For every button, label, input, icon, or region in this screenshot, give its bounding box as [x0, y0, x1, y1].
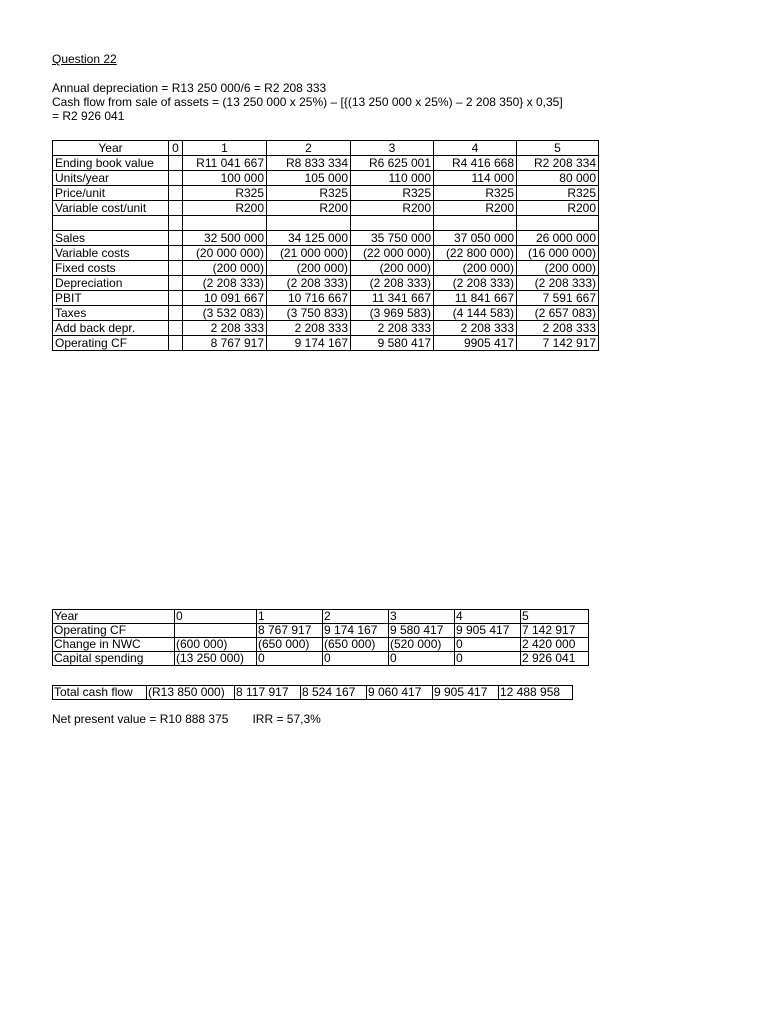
table-cell: 4 — [434, 141, 517, 156]
table-cell: 9905 417 — [434, 336, 517, 351]
table-row — [53, 246, 599, 261]
table-cell — [169, 186, 183, 201]
table-cell: R325 — [183, 186, 267, 201]
table-cell: 5 — [521, 610, 589, 624]
table-cell: (2 208 333) — [267, 276, 351, 291]
table-cell: 2 — [267, 141, 351, 156]
table-cell: R200 — [183, 201, 267, 216]
table-cell: (520 000) — [389, 638, 455, 652]
table-cell: 0 — [455, 652, 521, 666]
table-cell: 8 767 917 — [257, 624, 323, 638]
table-cell: 100 000 — [183, 171, 267, 186]
table-cell: 9 174 167 — [323, 624, 389, 638]
table-cell: (22 000 000) — [351, 246, 434, 261]
table-cell — [53, 216, 169, 231]
table-row — [53, 652, 589, 666]
table-cell: Year — [53, 610, 175, 624]
table-cell: PBIT — [53, 291, 169, 306]
table-cell: (200 000) — [183, 261, 267, 276]
table-cell: Year — [53, 141, 169, 156]
depreciation-line: Annual depreciation = R13 250 000/6 = R2 208 333 — [52, 81, 327, 95]
table-row — [53, 171, 599, 186]
table-cell: 12 488 958 — [499, 686, 573, 700]
table-cell: R8 833 334 — [267, 156, 351, 171]
table-cell: 7 591 667 — [517, 291, 599, 306]
table-cell: (21 000 000) — [267, 246, 351, 261]
table-cell: 105 000 — [267, 171, 351, 186]
table-cell: (2 657 083) — [517, 306, 599, 321]
table-cell: (16 000 000) — [517, 246, 599, 261]
table-cell: Depreciation — [53, 276, 169, 291]
table-cell: R200 — [267, 201, 351, 216]
table-cell — [169, 261, 183, 276]
table-cell — [169, 306, 183, 321]
table-cell: Ending book value — [53, 156, 169, 171]
table-row — [53, 201, 599, 216]
table-cell: 11 341 667 — [351, 291, 434, 306]
table-cell — [183, 216, 267, 231]
table-cell: 37 050 000 — [434, 231, 517, 246]
table-cell: R2 208 334 — [517, 156, 599, 171]
table-row — [53, 231, 599, 246]
table-cell: Operating CF — [53, 336, 169, 351]
table-row — [53, 261, 599, 276]
table-row — [53, 186, 599, 201]
table-cell: R325 — [434, 186, 517, 201]
table-cell: (200 000) — [267, 261, 351, 276]
table-cell — [175, 624, 257, 638]
table-row — [53, 686, 573, 700]
table-cell — [267, 216, 351, 231]
table-cell: Operating CF — [53, 624, 175, 638]
table-cell — [169, 291, 183, 306]
question-title: Question 22 — [52, 52, 117, 66]
table-cell: (3 532 083) — [183, 306, 267, 321]
project-cashflow-table — [52, 609, 589, 666]
table-cell — [169, 231, 183, 246]
table-cell: 0 — [389, 652, 455, 666]
table-cell: 9 905 417 — [455, 624, 521, 638]
table-cell: 35 750 000 — [351, 231, 434, 246]
table-cell: 5 — [517, 141, 599, 156]
npv-irr-summary — [52, 712, 321, 726]
table-cell: 3 — [351, 141, 434, 156]
table-cell: 9 905 417 — [433, 686, 499, 700]
table-cell: (4 144 583) — [434, 306, 517, 321]
table-row — [53, 276, 599, 291]
table-cell — [169, 246, 183, 261]
sale-cashflow-result: = R2 926 041 — [52, 109, 125, 123]
total-cashflow-table — [52, 685, 573, 700]
table-cell: 2 208 333 — [183, 321, 267, 336]
table-cell: (600 000) — [175, 638, 257, 652]
table-cell: 8 767 917 — [183, 336, 267, 351]
table-cell: 0 — [323, 652, 389, 666]
table-cell: R6 625 001 — [351, 156, 434, 171]
table-cell: Change in NWC — [53, 638, 175, 652]
table-cell: 2 — [323, 610, 389, 624]
table-cell: 8 524 167 — [301, 686, 367, 700]
table-row — [53, 638, 589, 652]
sale-cashflow-line: Cash flow from sale of assets = (13 250 000 x 25%) – [{(13 250 000 x 25%) – 2 208 350} x 0,35] — [52, 95, 563, 109]
table-cell: 1 — [257, 610, 323, 624]
table-cell: 110 000 — [351, 171, 434, 186]
table-cell: (200 000) — [434, 261, 517, 276]
table-cell: (2 208 333) — [434, 276, 517, 291]
table-cell: 11 841 667 — [434, 291, 517, 306]
table-cell: 2 208 333 — [434, 321, 517, 336]
table-cell — [169, 216, 183, 231]
table-cell: (200 000) — [351, 261, 434, 276]
table-cell: 4 — [455, 610, 521, 624]
irr-value: IRR = 57,3% — [252, 712, 321, 726]
table-cell: 26 000 000 — [517, 231, 599, 246]
table-cell: 0 — [169, 141, 183, 156]
table-cell: 0 — [455, 638, 521, 652]
table-cell — [169, 171, 183, 186]
table-cell: (200 000) — [517, 261, 599, 276]
table-cell: R325 — [517, 186, 599, 201]
table-cell: Price/unit — [53, 186, 169, 201]
table-cell: 0 — [175, 610, 257, 624]
table-cell — [169, 336, 183, 351]
table-cell: (650 000) — [257, 638, 323, 652]
table-cell: 34 125 000 — [267, 231, 351, 246]
table-cell: Taxes — [53, 306, 169, 321]
table-row — [53, 306, 599, 321]
table-cell: Sales — [53, 231, 169, 246]
table-cell: (13 250 000) — [175, 652, 257, 666]
table-cell: 80 000 — [517, 171, 599, 186]
table-cell: 7 142 917 — [517, 336, 599, 351]
table-cell: 1 — [183, 141, 267, 156]
table-cell: (20 000 000) — [183, 246, 267, 261]
table-cell: 3 — [389, 610, 455, 624]
table-cell: (2 208 333) — [183, 276, 267, 291]
table-row — [53, 624, 589, 638]
table-row — [53, 610, 589, 624]
table-cell — [434, 216, 517, 231]
table-cell: Capital spending — [53, 652, 175, 666]
table-cell: 2 208 333 — [351, 321, 434, 336]
table-cell: 32 500 000 — [183, 231, 267, 246]
table-cell: (2 208 333) — [351, 276, 434, 291]
table-cell: (2 208 333) — [517, 276, 599, 291]
table-row — [53, 291, 599, 306]
table-row — [53, 336, 599, 351]
table-cell: 10 716 667 — [267, 291, 351, 306]
table-cell — [169, 201, 183, 216]
table-row — [53, 156, 599, 171]
table-cell: R325 — [267, 186, 351, 201]
table-cell — [517, 216, 599, 231]
table-cell: Variable costs — [53, 246, 169, 261]
table-cell: 2 926 041 — [521, 652, 589, 666]
table-cell: (3 969 583) — [351, 306, 434, 321]
table-row — [53, 321, 599, 336]
npv-value: Net present value = R10 888 375 — [52, 712, 229, 726]
table-cell: 9 580 417 — [389, 624, 455, 638]
table-cell: R11 041 667 — [183, 156, 267, 171]
table-row — [53, 216, 599, 231]
table-cell: 2 420 000 — [521, 638, 589, 652]
table-cell: Add back depr. — [53, 321, 169, 336]
table-cell: (3 750 833) — [267, 306, 351, 321]
table-cell: Variable cost/unit — [53, 201, 169, 216]
table-cell: 114 000 — [434, 171, 517, 186]
table-cell — [169, 321, 183, 336]
table-cell: (R13 850 000) — [147, 686, 235, 700]
operating-cashflow-table — [52, 140, 599, 351]
table-cell: (22 800 000) — [434, 246, 517, 261]
table-cell: Fixed costs — [53, 261, 169, 276]
table-cell: R200 — [517, 201, 599, 216]
table-cell — [169, 156, 183, 171]
table-cell: 2 208 333 — [517, 321, 599, 336]
table-cell: 7 142 917 — [521, 624, 589, 638]
table-cell: 8 117 917 — [235, 686, 301, 700]
table-cell: 9 580 417 — [351, 336, 434, 351]
table-cell: Total cash flow — [53, 686, 147, 700]
table-cell: (650 000) — [323, 638, 389, 652]
table-cell: 0 — [257, 652, 323, 666]
table-cell: 9 060 417 — [367, 686, 433, 700]
table-cell: 2 208 333 — [267, 321, 351, 336]
table-cell: R200 — [434, 201, 517, 216]
table-cell — [169, 276, 183, 291]
table-cell: 9 174 167 — [267, 336, 351, 351]
table-cell: R200 — [351, 201, 434, 216]
table-cell: R4 416 668 — [434, 156, 517, 171]
table-cell: 10 091 667 — [183, 291, 267, 306]
table-cell: R325 — [351, 186, 434, 201]
table-cell — [351, 216, 434, 231]
table-row — [53, 141, 599, 156]
table-cell: Units/year — [53, 171, 169, 186]
